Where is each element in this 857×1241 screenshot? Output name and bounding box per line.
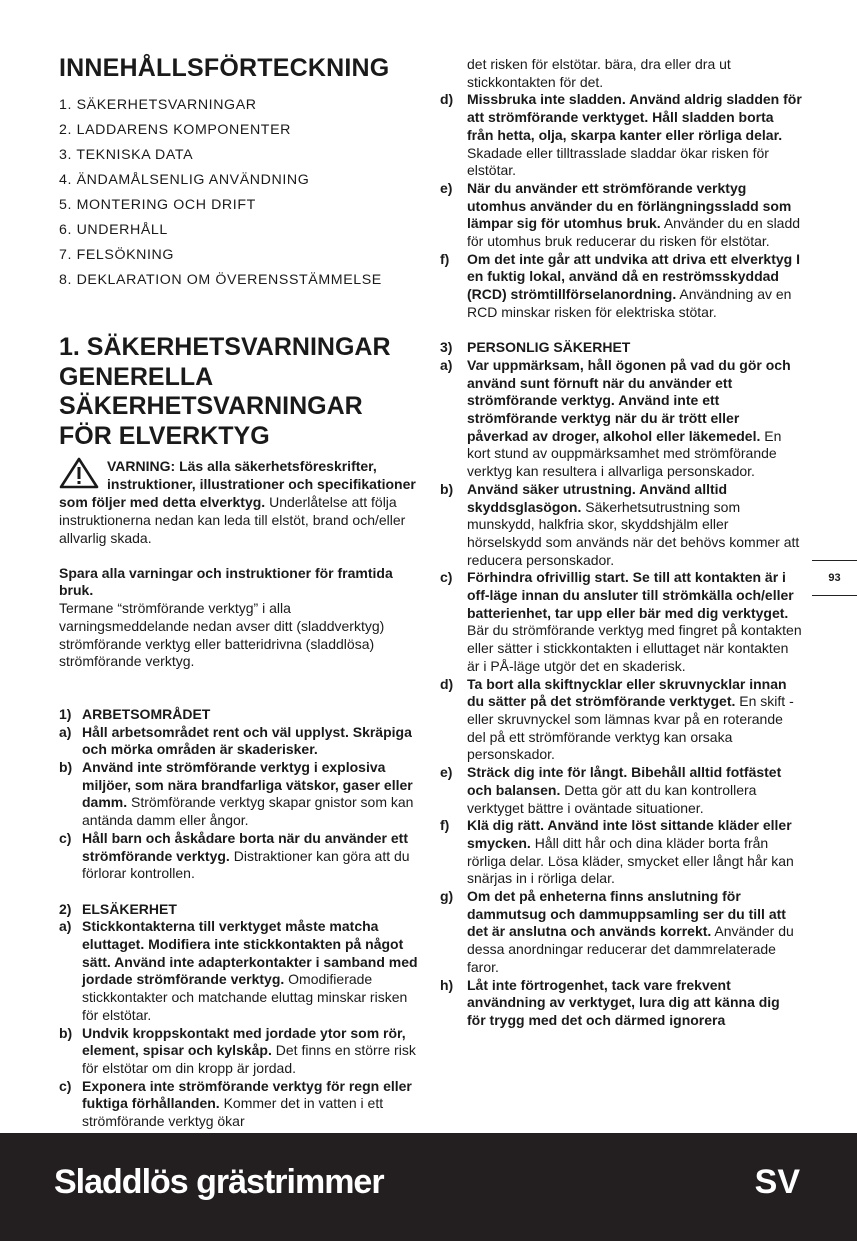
item-lead: Låt inte förtrogenhet, tack vare frekvent användning av verktyget, lura dig att känna dig för trygg med det och därmed ignorera: [467, 976, 780, 1028]
list-item: [440, 180, 802, 251]
item-letter: b): [440, 480, 454, 497]
item-letter: d): [440, 91, 454, 108]
item-lead: Använd inte strömförande verktyg i explosiva miljöer, som nära brandfarliga vätskor, gaser eller damm.: [82, 759, 413, 811]
list-item: [440, 251, 802, 322]
list-item: [440, 676, 802, 765]
group-number: 1): [59, 705, 72, 722]
group-title-personal-safety: [440, 339, 802, 357]
item-text: Använder du dessa anordningar reducerar det dammrelaterade faror.: [467, 923, 794, 975]
item-letter: e): [440, 764, 453, 781]
item-text: Skadade eller tilltrasslade sladdar ökar risken för elstötar.: [467, 144, 769, 179]
item-lead: Om det inte går att undvika att driva ett elverktyg I en fuktig lokal, använd då en reströmsskyddad (RCD) strömtillförselanordning.: [467, 250, 800, 303]
product-title: Sladdlös grästrimmer: [54, 1163, 384, 1201]
footer-bar: [0, 1133, 857, 1241]
item-lead: Exponera inte strömförande verktyg för regn eller fuktiga förhållanden.: [82, 1077, 412, 1112]
toc-list: [59, 93, 419, 293]
list-item: [59, 830, 419, 883]
item-lead: När du använder ett strömförande verktyg utomhus använder du en förlängningssladd som lämpar sig för utomhus bruk.: [467, 179, 792, 232]
group-number: 3): [440, 339, 453, 356]
item-text: Bär du strömförande verktyg med fingret på kontakten eller sätter i stickkontakten i elluttaget när kontakten är i PÅ-läge utgör det en skaderisk.: [467, 622, 802, 674]
item-text: Distraktioner kan göra att du förlorar kontrollen.: [82, 847, 410, 882]
item-letter: a): [440, 356, 453, 373]
toc-item: 8. DEKLARATION OM ÖVERENSSTÄMMELSE: [59, 272, 382, 288]
item-text: Använder du en sladd för utomhus bruk reducerar du risken för elstötar.: [467, 215, 801, 250]
list-item: [440, 977, 802, 1030]
toc-item: 6. UNDERHÅLL: [59, 222, 168, 238]
item-letter: a): [59, 918, 72, 935]
page-number: 93: [812, 560, 857, 596]
list-item: [59, 1078, 419, 1131]
item-text: En kort stund av ouppmärksamhet med strömförande verktyg kan resultera i allvarliga personskador.: [467, 427, 782, 480]
item-lead: Missbruka inte sladden. Använd aldrig sladden för att strömförande verktyget. Håll sladden borta från hetta, olja, skarpa kanter eller rörliga delar.: [467, 91, 802, 143]
warning-block: [59, 457, 419, 547]
save-bold-text: Spara alla varningar och instruktioner för framtida bruk.: [59, 564, 393, 599]
right-column: [440, 56, 802, 1030]
group-title-text: ELSÄKERHET: [82, 900, 177, 917]
item-text: Omodifierade stickkontakter och matchande eluttag minskar risken för elstötar.: [82, 971, 408, 1023]
item-letter: b): [59, 1024, 73, 1041]
item-lead: Var uppmärksam, håll ögonen på vad du gör och använd sunt förnuft när du använder ett strömförande verktyg. Använd inte ett strömförande verktyg när du är trött eller påverkad av droger, alkohol eller läkemedel.: [467, 356, 791, 444]
list-item: [440, 764, 802, 817]
item-letter: a): [59, 723, 72, 740]
list-item: [440, 357, 802, 481]
warning-triangle-icon: [59, 457, 99, 489]
item-lead: Håll arbetsområdet rent och väl upplyst. Skräpiga och mörka områden är skaderisker.: [82, 723, 412, 758]
section-title: 1. SÄKERHETSVARNINGAR GENERELLA SÄKERHETSVARNINGAR FÖR ELVERKTYG: [59, 333, 391, 450]
item-letter: c): [59, 829, 72, 846]
list-item: [59, 1025, 419, 1078]
toc-item: 1. SÄKERHETSVARNINGAR: [59, 97, 257, 113]
list-item: [440, 91, 802, 180]
language-code: SV: [754, 1163, 800, 1201]
item-letter: c): [440, 569, 453, 586]
item-lead: Håll barn och åskådare borta när du använder ett strömförande verktyg.: [82, 829, 408, 864]
item-letter: f): [440, 250, 450, 267]
item-text: Detta gör att du kan kontrollera verktyget bättre i oväntade situationer.: [467, 781, 757, 816]
item-lead: Om det på enheterna finns anslutning för dammutsug och dammuppsamling ser du till att det är anslutna och används korrekt.: [467, 888, 786, 940]
item-text: Kommer det in vatten i ett strömförande verktyg ökar: [82, 1095, 384, 1130]
group-title-text: ARBETSOMRÅDET: [82, 705, 211, 722]
list-item: [59, 918, 419, 1024]
list-item: [59, 724, 419, 759]
toc-item: 7. FELSÖKNING: [59, 247, 175, 263]
list-item: [59, 759, 419, 830]
toc-item: 3. TEKNISKA DATA: [59, 147, 194, 163]
warning-bold-text: VARNING: Läs alla säkerhetsföreskrifter, instruktioner, illustrationer och specifikationer som följer med detta elverktyg.: [59, 458, 416, 510]
item-lead: Undvik kroppskontakt med jordade ytor som rör, element, spisar och kylskåp.: [82, 1024, 406, 1059]
group-title-work-area: [59, 706, 419, 724]
group-number: 2): [59, 900, 72, 917]
item-letter: d): [440, 675, 454, 692]
list-item: [440, 817, 802, 888]
toc-title: INNEHÅLLSFÖRTECKNING: [59, 54, 390, 82]
item-lead: Sträck dig inte för långt. Bibehåll alltid fotfästet och balansen.: [467, 764, 782, 798]
item-text: Användning av en RCD minskar risken för elektriska stötar.: [467, 286, 792, 320]
save-instructions: [59, 565, 419, 671]
item-lead: Förhindra ofrivillig start. Se till att kontakten är i off-läge innan du ansluter till strömkälla och/eller batterienhet, tar upp eller bär med dig verktyget.: [467, 569, 794, 621]
item-text: En skift - eller skruvnyckel som lämnas kvar på en roterande del på ett strömförande verktyg kan orsaka personskador.: [467, 693, 794, 763]
item-text: Håll ditt hår och dina kläder borta från rörliga delar. Lösa kläder, smycket eller långt hår kan snärjas in i rörliga delar.: [467, 834, 794, 887]
list-item: [440, 569, 802, 675]
item-lead: Ta bort alla skiftnycklar eller skruvnycklar innan du sätter på det strömförande verktyget.: [467, 675, 787, 710]
item-letter: g): [440, 888, 454, 905]
list-item: [440, 888, 802, 977]
toc-item: 5. MONTERING OCH DRIFT: [59, 197, 256, 213]
item-letter: b): [59, 759, 73, 776]
group-title-electrical-safety: [59, 901, 419, 919]
item-letter: f): [440, 817, 450, 834]
toc-item: 2. LADDARENS KOMPONENTER: [59, 122, 291, 138]
toc-item: 4. ÄNDAMÅLSENLIG ANVÄNDNING: [59, 172, 310, 188]
list-item: [440, 481, 802, 570]
left-column: [59, 54, 419, 1131]
warning-text: Underlåtelse att följa instruktionerna nedan kan leda till elstöt, brand och/eller allvarlig skada.: [59, 494, 406, 546]
save-text: Termane “strömförande verktyg” i alla varningsmeddelande nedan avser ditt (sladdverktyg) strömförande verktyg eller batteridrivna (sladdlösa) strömförande verktyg.: [59, 600, 385, 670]
item-letter: c): [59, 1077, 72, 1094]
item-lead: Använd säker utrustning. Använd alltid skyddsglasögon.: [467, 480, 728, 515]
item-continuation: det risken för elstötar. bära, dra eller dra ut stickkontakten för det.: [467, 56, 731, 90]
item-text: Strömförande verktyg skapar gnistor som kan antända damm eller ångor.: [82, 794, 414, 829]
group-title-text: PERSONLIG SÄKERHET: [467, 339, 631, 356]
item-lead: Klä dig rätt. Använd inte löst sittande kläder eller smycken.: [467, 817, 792, 851]
item-letter: h): [440, 976, 454, 993]
item-lead: Stickkontakterna till verktyget måste matcha eluttaget. Modifiera inte stickkontakten på något sätt. Använd inte adapterkontakter i samband med jordade strömförande verktyg.: [82, 918, 418, 988]
item-text: Det finns en större risk för elstötar om din kropp är jordad.: [82, 1042, 416, 1076]
item-letter: e): [440, 179, 453, 196]
item-text: Säkerhetsutrustning som munskydd, halkfria skor, skyddshjälm eller hörselskydd som används när det behövs kommer att reducera personskador.: [467, 498, 800, 568]
